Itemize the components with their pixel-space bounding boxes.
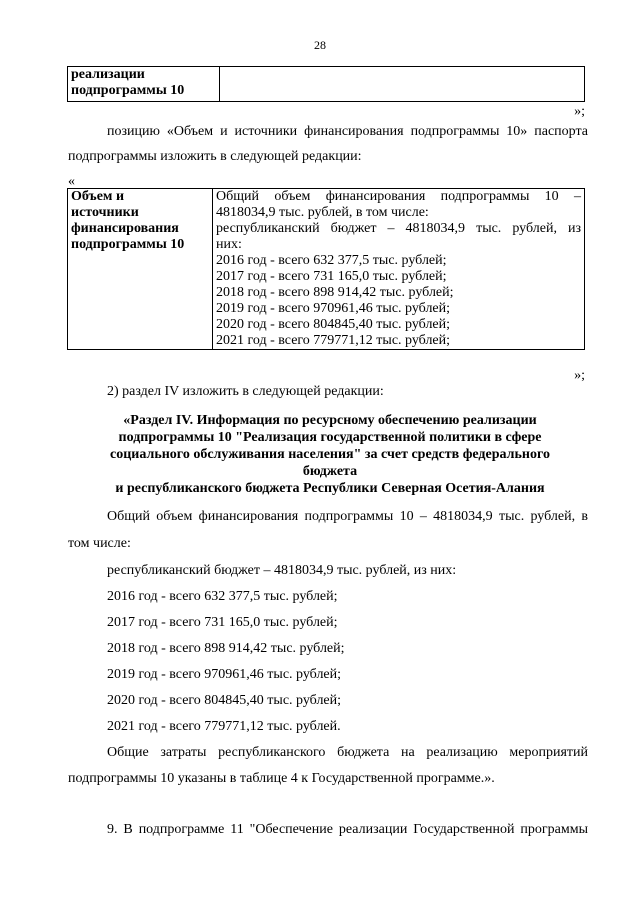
page-number: 28 bbox=[314, 38, 326, 52]
year-line: 2019 год - всего 970961,46 тыс. рублей; bbox=[107, 667, 342, 682]
passport-label-line: источники bbox=[71, 205, 139, 220]
close-quote: »; bbox=[574, 368, 585, 383]
item-9-text: 9. В подпрограмме 11 "Обеспечение реализации Государственной программы bbox=[107, 822, 588, 837]
passport-label-line: Объем и bbox=[71, 189, 125, 204]
top-table-label-cell bbox=[68, 67, 220, 102]
intro-text: позицию «Объем и источники финансирования подпрограммы 10» паспорта bbox=[107, 124, 588, 139]
item-9-line bbox=[107, 822, 588, 838]
passport-content-line: 4818034,9 тыс. рублей, в том числе: bbox=[216, 205, 429, 220]
year-line: 2020 год - всего 804845,40 тыс. рублей; bbox=[107, 693, 342, 708]
heading-line: и республиканского бюджета Республики Северная Осетия-Алания bbox=[115, 481, 545, 496]
passport-content-line: 2020 год - всего 804845,40 тыс. рублей; bbox=[216, 317, 451, 332]
year-line: 2021 год - всего 779771,12 тыс. рублей. bbox=[107, 719, 341, 734]
costs-line-2: подпрограммы 10 указаны в таблице 4 к Государственной программе.». bbox=[68, 771, 495, 786]
passport-table bbox=[67, 188, 585, 350]
costs-line-1 bbox=[107, 745, 588, 761]
heading-line: подпрограммы 10 "Реализация государственной политики в сфере bbox=[118, 430, 542, 445]
costs-text: Общие затраты республиканского бюджета на реализацию мероприятий bbox=[107, 745, 588, 760]
heading-line: социального обслуживания населения" за счет средств федерального бюджета bbox=[110, 447, 550, 479]
top-table-label-line: реализации bbox=[71, 67, 145, 82]
intro-line-1 bbox=[107, 122, 588, 142]
passport-label-line: подпрограммы 10 bbox=[71, 237, 185, 252]
passport-content-line: 2019 год - всего 970961,46 тыс. рублей; bbox=[216, 301, 451, 316]
section-instruction: 2) раздел IV изложить в следующей редакции: bbox=[107, 384, 384, 399]
passport-label-line: финансирования bbox=[71, 221, 179, 236]
year-line: 2018 год - всего 898 914,42 тыс. рублей; bbox=[107, 641, 345, 656]
passport-content-line: 2018 год - всего 898 914,42 тыс. рублей; bbox=[216, 285, 454, 300]
total-text: Общий объем финансирования подпрограммы 10 – 4818034,9 тыс. рублей, в bbox=[107, 509, 588, 524]
top-table bbox=[67, 66, 585, 102]
top-table-label-line: подпрограммы 10 bbox=[71, 83, 185, 98]
year-line: 2016 год - всего 632 377,5 тыс. рублей; bbox=[107, 589, 338, 604]
passport-content-line: них: bbox=[216, 237, 242, 252]
open-quote: « bbox=[68, 174, 75, 189]
passport-content-line: 2016 год - всего 632 377,5 тыс. рублей; bbox=[216, 253, 447, 268]
heading-line: «Раздел IV. Информация по ресурсному обеспечению реализации bbox=[123, 413, 537, 428]
close-quote: »; bbox=[574, 104, 585, 119]
passport-content-cell bbox=[213, 189, 585, 350]
republican-budget-line: республиканский бюджет – 4818034,9 тыс. рублей, из них: bbox=[107, 563, 457, 578]
passport-content-line: Общий объем финансирования подпрограммы 10 – bbox=[216, 189, 581, 204]
total-line-2: том числе: bbox=[68, 536, 131, 551]
section-heading bbox=[95, 412, 565, 497]
passport-content-line: республиканский бюджет – 4818034,9 тыс. рублей, из bbox=[216, 221, 581, 236]
top-table-empty-cell bbox=[220, 67, 585, 102]
intro-line-2: подпрограммы изложить в следующей редакции: bbox=[68, 149, 362, 164]
year-line: 2017 год - всего 731 165,0 тыс. рублей; bbox=[107, 615, 338, 630]
passport-content-line: 2021 год - всего 779771,12 тыс. рублей; bbox=[216, 333, 451, 348]
passport-label-cell bbox=[68, 189, 213, 350]
passport-content-line: 2017 год - всего 731 165,0 тыс. рублей; bbox=[216, 269, 447, 284]
total-line-1 bbox=[107, 509, 588, 525]
